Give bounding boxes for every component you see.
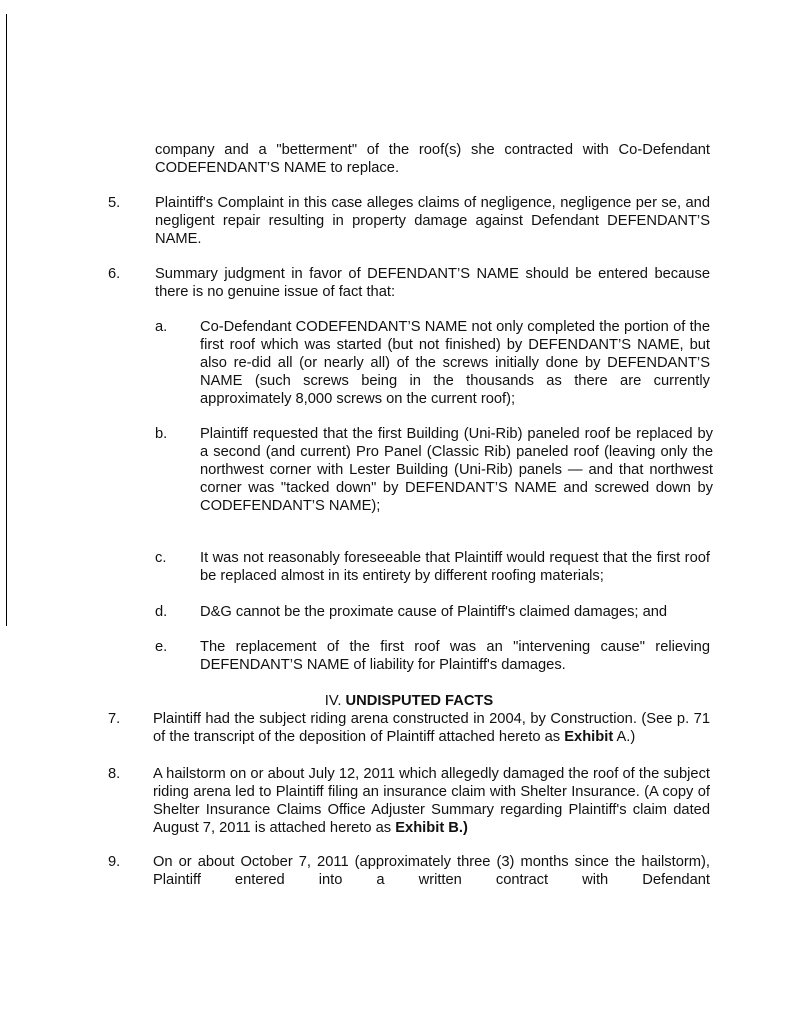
section-heading bbox=[0, 692, 791, 710]
subitem-text: The replacement of the first roof was an "intervening cause" relieving DEFENDANT’S NAME of liability for Plaintiff's damages. bbox=[200, 639, 710, 673]
subitem-letter: e. bbox=[155, 639, 168, 655]
exhibit-reference: Exhibit B.) bbox=[395, 820, 468, 836]
fact-text: On or about October 7, 2011 (approximately three (3) months since the hailstorm), Plaintiff entered into a written contract with Defendant bbox=[153, 854, 710, 888]
item-number: 5. bbox=[108, 195, 121, 211]
fact-text: A hailstorm on or about July 12, 2011 which allegedly damaged the roof of the subject riding arena led to Plaintiff filing an insurance claim with Shelter Insurance. (A copy of Shelter Insurance Claims Office Adjuster Summary regarding Plaintiff's claim dated August 7, 2011 is attached hereto as bbox=[153, 766, 710, 836]
section-title: UNDISPUTED FACTS bbox=[345, 693, 494, 709]
fact-number: 9. bbox=[108, 854, 121, 870]
subitem-letter: b. bbox=[155, 426, 168, 442]
fact-tail: A.) bbox=[613, 729, 636, 745]
left-margin-rule bbox=[6, 14, 7, 626]
subitem-text: Plaintiff requested that the first Building (Uni-Rib) paneled roof be replaced by a second (and current) Pro Panel (Classic Rib) paneled roof (leaving only the northwest corner with Lester Building (Uni-Rib) panels — and that northwest corner was "tacked down" by DEFENDANT’S NAME and screwed down by CODEFENDANT’S NAME); bbox=[200, 426, 713, 514]
subitem-letter: a. bbox=[155, 319, 168, 335]
subitem-letter: d. bbox=[155, 604, 168, 620]
item-text: Plaintiff's Complaint in this case alleges claims of negligence, negligence per se, and negligent repair resulting in property damage against Defendant DEFENDANT’S NAME. bbox=[155, 195, 710, 247]
item-text: Summary judgment in favor of DEFENDANT’S NAME should be entered because there is no genuine issue of fact that: bbox=[155, 266, 710, 300]
exhibit-reference: Exhibit bbox=[564, 729, 614, 745]
subitem-letter: c. bbox=[155, 550, 167, 566]
section-prefix: IV. bbox=[324, 693, 342, 709]
fact-number: 7. bbox=[108, 711, 121, 727]
subitem-text: Co-Defendant CODEFENDANT’S NAME not only completed the portion of the first roof which was started (but not finished) by DEFENDANT’S NAME, but also re-did all (or nearly all) of the screws initially done by DEFENDANT’S NAME (such screws being in the thousands as there are currently approximately 8,000 screws on the current roof); bbox=[200, 319, 710, 407]
intro-paragraph: company and a "betterment" of the roof(s) she contracted with Co-Defendant CODEFENDANT’S NAME to replace. bbox=[155, 142, 710, 176]
fact-paragraph bbox=[153, 853, 710, 889]
fact-number: 8. bbox=[108, 766, 121, 782]
fact-paragraph bbox=[153, 710, 710, 746]
item-number: 6. bbox=[108, 266, 121, 282]
fact-paragraph bbox=[153, 765, 710, 837]
subitem-text: D&G cannot be the proximate cause of Plaintiff's claimed damages; and bbox=[200, 604, 668, 620]
subitem-text: It was not reasonably foreseeable that Plaintiff would request that the first roof be replaced almost in its entirety by different roofing materials; bbox=[200, 550, 710, 584]
fact-text: Plaintiff had the subject riding arena constructed in 2004, by Construction. (See p. 71 of the transcript of the deposition of Plaintiff attached hereto as bbox=[153, 711, 710, 745]
